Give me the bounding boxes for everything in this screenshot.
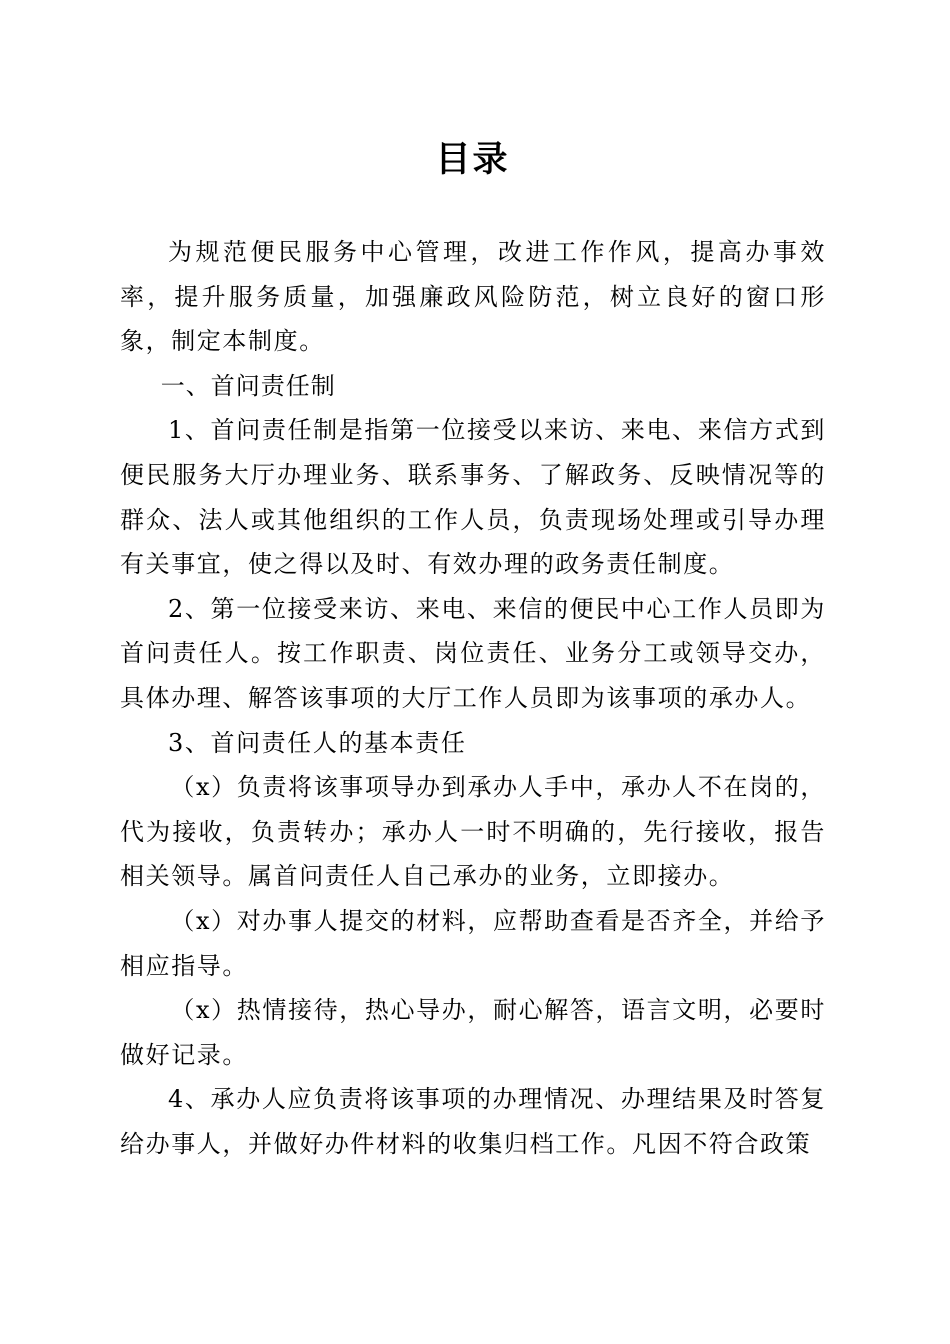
- document-body: [120, 230, 826, 1166]
- paragraph-item-3a: （x）负责将该事项导办到承办人手中，承办人不在岗的，代为接收，负责转办；承办人一时不明确的，先行接收，报告相关领导。属首问责任人自己承办的业务，立即接办。: [120, 773, 826, 891]
- paragraph-item-3c: （x）热情接待，热心导办，耐心解答，语言文明，必要时做好记录。: [120, 996, 826, 1069]
- paragraph-item-4: 4、承办人应负责将该事项的办理情况、办理结果及时答复给办事人，并做好办件材料的收集归档工作。凡因不符合政策: [120, 1085, 826, 1158]
- page-title: 目录: [435, 139, 510, 180]
- paragraph-item-3: 3、首问责任人的基本责任: [168, 728, 467, 757]
- paragraph-item-2: 2、第一位接受来访、来电、来信的便民中心工作人员即为首问责任人。按工作职责、岗位责任、业务分工或领导交办，具体办理、解答该事项的大厅工作人员即为该事项的承办人。: [120, 594, 826, 712]
- section-heading: 一、首问责任制: [160, 371, 336, 400]
- paragraph-item-1: 1、首问责任制是指第一位接受以来访、来电、来信方式到便民服务大厅办理业务、联系事务、了解政务、反映情况等的群众、法人或其他组织的工作人员，负责现场处理或引导办理有关事宜，使之得以及时、有效办理的政务责任制度。: [120, 416, 826, 579]
- paragraph-item-3b: （x）对办事人提交的材料，应帮助查看是否齐全，并给予相应指导。: [120, 906, 826, 980]
- intro-paragraph: 为规范便民服务中心管理，改进工作作风，提高办事效率，提升服务质量，加强廉政风险防范，树立良好的窗口形象，制定本制度。: [120, 238, 826, 356]
